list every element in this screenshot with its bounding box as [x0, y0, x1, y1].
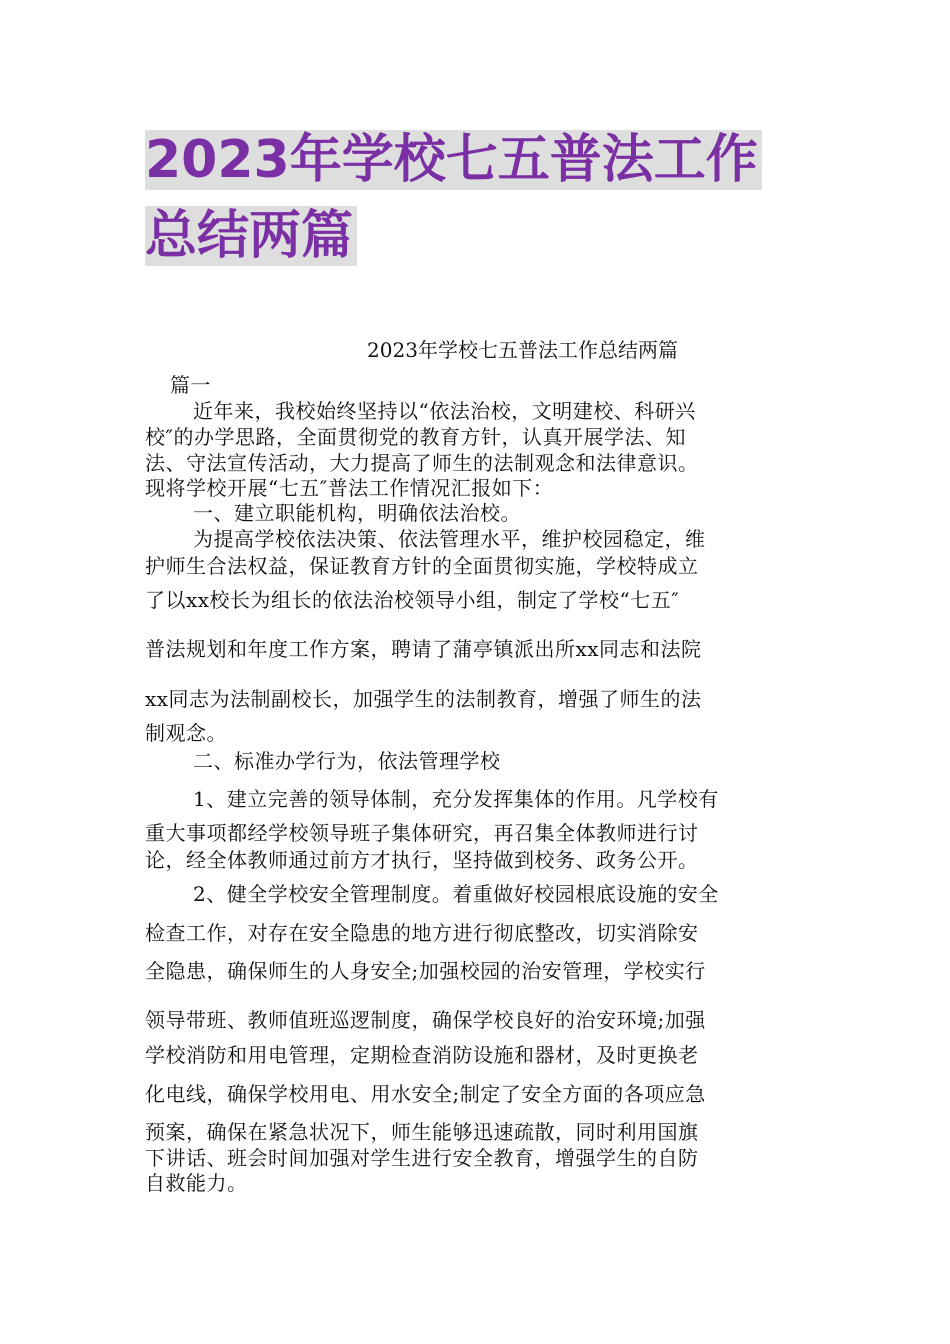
- body-line: 下讲话、班会时间加强对学生进行安全教育，增强学生的自防: [145, 1146, 699, 1170]
- document-title-line-1: [145, 128, 810, 192]
- body-line: 了以xx校长为组长的依法治校领导小组，制定了学校“七五″: [145, 588, 680, 612]
- document-title-text-1: 2023年学校七五普法工作: [145, 130, 762, 190]
- document-title-line-2: [145, 204, 810, 268]
- body-line: 护师生合法权益，保证教育方针的全面贯彻实施，学校特成立: [145, 554, 699, 578]
- body-line: 法、守法宣传活动，大力提高了师生的法制观念和法律意识。: [145, 451, 699, 475]
- body-line: 制观念。: [145, 721, 227, 745]
- document-subtitle: 2023年学校七五普法工作总结两篇: [367, 338, 678, 362]
- body-line: 学校消防和用电管理，定期检查消防设施和器材，及时更换老: [145, 1043, 699, 1067]
- section-label: 篇一: [170, 373, 211, 397]
- body-line: xx同志为法制副校长，加强学生的法制教育，增强了师生的法: [145, 687, 702, 711]
- body-line: 自救能力。: [145, 1171, 248, 1195]
- section-heading: 二、标准办学行为，依法管理学校: [193, 749, 501, 773]
- section-heading: 一、建立职能机构，明确依法治校。: [193, 501, 521, 525]
- body-line: 预案，确保在紧急状况下，师生能够迅速疏散，同时利用国旗: [145, 1120, 699, 1144]
- body-line: 领导带班、教师值班巡逻制度，确保学校良好的治安环境;加强: [145, 1008, 706, 1032]
- body-line: 检查工作，对存在安全隐患的地方进行彻底整改，切实消除安: [145, 921, 699, 945]
- body-line: 论，经全体教师通过前方才执行，坚持做到校务、政务公开。: [145, 848, 699, 872]
- body-line: 1、建立完善的领导体制，充分发挥集体的作用。凡学校有: [193, 787, 719, 811]
- body-line: 现将学校开展“七五″普法工作情况汇报如下：: [145, 476, 554, 500]
- body-line: 普法规划和年度工作方案，聘请了蒲亭镇派出所xx同志和法院: [145, 637, 702, 661]
- body-line: 校″的办学思路，全面贯彻党的教育方针，认真开展学法、知: [145, 425, 686, 449]
- body-line: 为提高学校依法决策、依法管理水平，维护校园稳定，维: [193, 527, 706, 551]
- body-line: 重大事项都经学校领导班子集体研究，再召集全体教师进行讨: [145, 821, 699, 845]
- document-title-text-2: 总结两篇: [145, 206, 357, 266]
- body-line: 2、健全学校安全管理制度。着重做好校园根底设施的安全: [193, 882, 719, 906]
- body-line: 全隐患，确保师生的人身安全;加强校园的治安管理，学校实行: [145, 959, 706, 983]
- body-line: 近年来，我校始终坚持以“依法治校，文明建校、科研兴: [193, 399, 696, 423]
- body-line: 化电线，确保学校用电、用水安全;制定了安全方面的各项应急: [145, 1082, 706, 1106]
